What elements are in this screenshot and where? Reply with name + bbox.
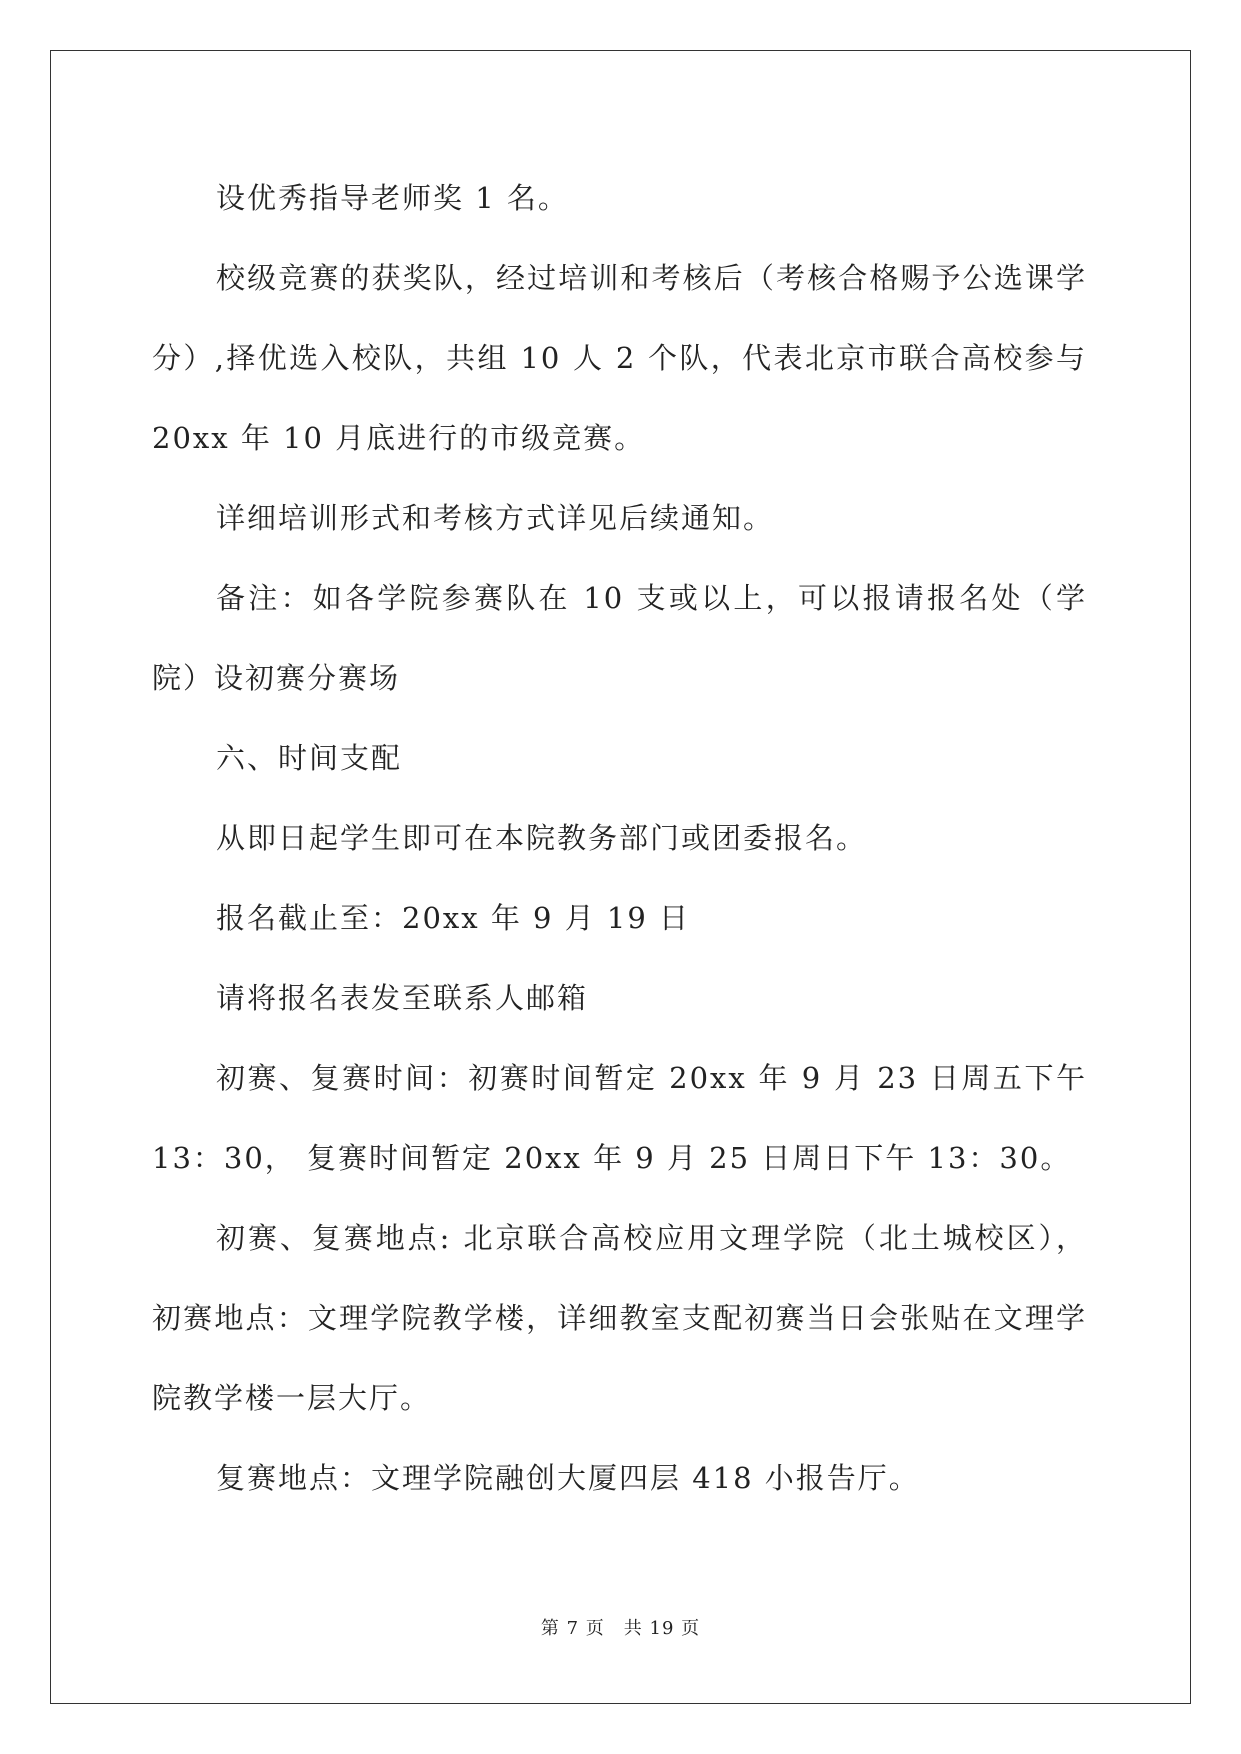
paragraph-remark: 备注：如各学院参赛队在 10 支或以上，可以报请报名处（学院）设初赛分赛场 — [152, 581, 1087, 695]
paragraph-deadline: 报名截止至：20xx 年 9 月 19 日 — [216, 901, 691, 935]
paragraph-competition-time: 初赛、复赛时间：初赛时间暂定 20xx 年 9 月 23 日周五下午 13：30， 复赛时间暂定 20xx 年 9 月 25 日周日下午 13：30。 — [152, 1061, 1087, 1175]
page-number-footer: 第 7 页 共 19 页 — [540, 1618, 701, 1639]
paragraph-training-notice: 详细培训形式和考核方式详见后续通知。 — [216, 501, 775, 535]
paragraph-award: 设优秀指导老师奖 1 名。 — [216, 181, 569, 215]
paragraph-registration: 从即日起学生即可在本院教务部门或团委报名。 — [216, 821, 868, 855]
paragraph-final-venue: 复赛地点：文理学院融创大厦四层 418 小报告厅。 — [216, 1461, 920, 1495]
paragraph-email: 请将报名表发至联系人邮箱 — [216, 981, 589, 1015]
paragraph-school-team: 校级竞赛的获奖队，经过培训和考核后（考核合格赐予公选课学分）,择优选入校队，共组 10 人 2 个队，代表北京市联合高校参与 20xx 年 10 月底进行的市级竞赛。 — [152, 261, 1087, 455]
paragraph-competition-venue: 初赛、复赛地点: 北京联合高校应用文理学院（北土城校区），初赛地点：文理学院教学楼，详细教室支配初赛当日会张贴在文理学院教学楼一层大厅。 — [152, 1221, 1087, 1415]
section-heading-schedule: 六、时间支配 — [216, 741, 403, 775]
document-body — [152, 158, 1087, 1518]
